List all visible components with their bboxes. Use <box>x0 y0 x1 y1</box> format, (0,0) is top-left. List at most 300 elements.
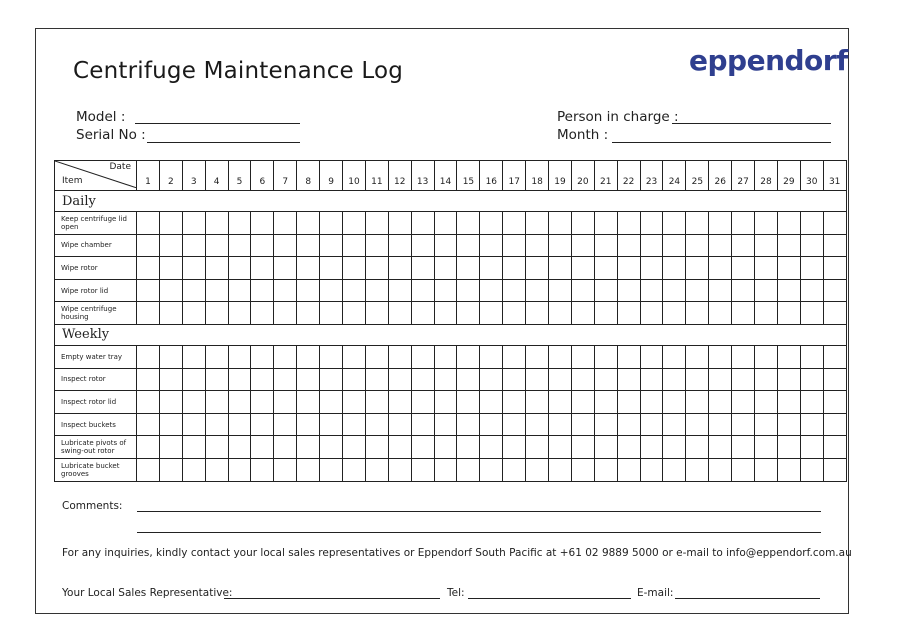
check-cell[interactable] <box>663 212 686 235</box>
check-cell[interactable] <box>320 302 343 325</box>
check-cell[interactable] <box>686 257 709 280</box>
check-cell[interactable] <box>365 212 388 235</box>
check-cell[interactable] <box>274 391 297 414</box>
check-cell[interactable] <box>274 257 297 280</box>
check-cell[interactable] <box>137 413 160 436</box>
check-cell[interactable] <box>205 391 228 414</box>
check-cell[interactable] <box>137 368 160 391</box>
check-cell[interactable] <box>617 436 640 459</box>
check-cell[interactable] <box>159 257 182 280</box>
check-cell[interactable] <box>480 368 503 391</box>
check-cell[interactable] <box>205 212 228 235</box>
check-cell[interactable] <box>411 302 434 325</box>
check-cell[interactable] <box>251 302 274 325</box>
check-cell[interactable] <box>709 234 732 257</box>
check-cell[interactable] <box>594 368 617 391</box>
check-cell[interactable] <box>823 257 846 280</box>
check-cell[interactable] <box>434 257 457 280</box>
check-cell[interactable] <box>137 345 160 368</box>
check-cell[interactable] <box>457 436 480 459</box>
check-cell[interactable] <box>365 368 388 391</box>
check-cell[interactable] <box>777 279 800 302</box>
check-cell[interactable] <box>823 368 846 391</box>
check-cell[interactable] <box>823 302 846 325</box>
check-cell[interactable] <box>251 458 274 481</box>
check-cell[interactable] <box>640 345 663 368</box>
check-cell[interactable] <box>365 345 388 368</box>
check-cell[interactable] <box>640 302 663 325</box>
check-cell[interactable] <box>320 458 343 481</box>
check-cell[interactable] <box>732 302 755 325</box>
check-cell[interactable] <box>503 458 526 481</box>
check-cell[interactable] <box>777 234 800 257</box>
check-cell[interactable] <box>823 212 846 235</box>
check-cell[interactable] <box>709 368 732 391</box>
check-cell[interactable] <box>411 279 434 302</box>
check-cell[interactable] <box>274 413 297 436</box>
check-cell[interactable] <box>526 413 549 436</box>
comments-line-2[interactable] <box>137 532 821 533</box>
check-cell[interactable] <box>182 413 205 436</box>
check-cell[interactable] <box>823 413 846 436</box>
check-cell[interactable] <box>732 458 755 481</box>
check-cell[interactable] <box>594 345 617 368</box>
check-cell[interactable] <box>571 234 594 257</box>
check-cell[interactable] <box>274 345 297 368</box>
check-cell[interactable] <box>594 391 617 414</box>
check-cell[interactable] <box>457 345 480 368</box>
check-cell[interactable] <box>457 257 480 280</box>
check-cell[interactable] <box>297 234 320 257</box>
check-cell[interactable] <box>800 436 823 459</box>
tel-field[interactable] <box>468 598 631 599</box>
check-cell[interactable] <box>755 302 778 325</box>
check-cell[interactable] <box>686 212 709 235</box>
check-cell[interactable] <box>709 458 732 481</box>
check-cell[interactable] <box>732 257 755 280</box>
check-cell[interactable] <box>640 458 663 481</box>
check-cell[interactable] <box>182 345 205 368</box>
check-cell[interactable] <box>251 413 274 436</box>
check-cell[interactable] <box>777 368 800 391</box>
check-cell[interactable] <box>617 391 640 414</box>
check-cell[interactable] <box>182 257 205 280</box>
check-cell[interactable] <box>434 302 457 325</box>
check-cell[interactable] <box>640 413 663 436</box>
check-cell[interactable] <box>594 279 617 302</box>
check-cell[interactable] <box>526 279 549 302</box>
check-cell[interactable] <box>823 436 846 459</box>
check-cell[interactable] <box>594 413 617 436</box>
check-cell[interactable] <box>251 436 274 459</box>
check-cell[interactable] <box>526 234 549 257</box>
check-cell[interactable] <box>228 391 251 414</box>
check-cell[interactable] <box>594 302 617 325</box>
check-cell[interactable] <box>640 391 663 414</box>
check-cell[interactable] <box>274 368 297 391</box>
check-cell[interactable] <box>320 212 343 235</box>
check-cell[interactable] <box>411 391 434 414</box>
check-cell[interactable] <box>182 391 205 414</box>
check-cell[interactable] <box>228 436 251 459</box>
check-cell[interactable] <box>182 234 205 257</box>
check-cell[interactable] <box>777 345 800 368</box>
check-cell[interactable] <box>663 257 686 280</box>
check-cell[interactable] <box>434 413 457 436</box>
check-cell[interactable] <box>457 279 480 302</box>
check-cell[interactable] <box>709 345 732 368</box>
check-cell[interactable] <box>297 458 320 481</box>
check-cell[interactable] <box>388 345 411 368</box>
check-cell[interactable] <box>571 212 594 235</box>
check-cell[interactable] <box>274 234 297 257</box>
check-cell[interactable] <box>663 345 686 368</box>
check-cell[interactable] <box>480 212 503 235</box>
check-cell[interactable] <box>755 368 778 391</box>
check-cell[interactable] <box>159 368 182 391</box>
check-cell[interactable] <box>594 436 617 459</box>
rep-field[interactable] <box>224 598 440 599</box>
check-cell[interactable] <box>800 391 823 414</box>
check-cell[interactable] <box>320 436 343 459</box>
check-cell[interactable] <box>640 279 663 302</box>
check-cell[interactable] <box>732 413 755 436</box>
check-cell[interactable] <box>457 458 480 481</box>
check-cell[interactable] <box>480 234 503 257</box>
check-cell[interactable] <box>640 257 663 280</box>
check-cell[interactable] <box>182 212 205 235</box>
check-cell[interactable] <box>549 391 572 414</box>
check-cell[interactable] <box>411 413 434 436</box>
check-cell[interactable] <box>663 302 686 325</box>
check-cell[interactable] <box>434 368 457 391</box>
check-cell[interactable] <box>686 234 709 257</box>
check-cell[interactable] <box>686 368 709 391</box>
check-cell[interactable] <box>755 458 778 481</box>
check-cell[interactable] <box>571 257 594 280</box>
check-cell[interactable] <box>526 212 549 235</box>
check-cell[interactable] <box>823 234 846 257</box>
check-cell[interactable] <box>480 436 503 459</box>
comments-line-1[interactable] <box>137 511 821 512</box>
check-cell[interactable] <box>709 279 732 302</box>
check-cell[interactable] <box>617 302 640 325</box>
check-cell[interactable] <box>800 458 823 481</box>
check-cell[interactable] <box>457 234 480 257</box>
check-cell[interactable] <box>777 302 800 325</box>
check-cell[interactable] <box>732 436 755 459</box>
check-cell[interactable] <box>251 345 274 368</box>
check-cell[interactable] <box>549 302 572 325</box>
check-cell[interactable] <box>571 436 594 459</box>
check-cell[interactable] <box>503 257 526 280</box>
check-cell[interactable] <box>251 212 274 235</box>
check-cell[interactable] <box>251 234 274 257</box>
check-cell[interactable] <box>686 458 709 481</box>
check-cell[interactable] <box>571 279 594 302</box>
check-cell[interactable] <box>800 257 823 280</box>
check-cell[interactable] <box>411 368 434 391</box>
check-cell[interactable] <box>205 302 228 325</box>
check-cell[interactable] <box>205 234 228 257</box>
check-cell[interactable] <box>640 212 663 235</box>
check-cell[interactable] <box>549 368 572 391</box>
check-cell[interactable] <box>320 257 343 280</box>
check-cell[interactable] <box>457 302 480 325</box>
check-cell[interactable] <box>343 413 366 436</box>
check-cell[interactable] <box>480 345 503 368</box>
check-cell[interactable] <box>526 458 549 481</box>
check-cell[interactable] <box>343 368 366 391</box>
check-cell[interactable] <box>549 212 572 235</box>
check-cell[interactable] <box>549 413 572 436</box>
check-cell[interactable] <box>755 391 778 414</box>
check-cell[interactable] <box>686 436 709 459</box>
check-cell[interactable] <box>297 391 320 414</box>
check-cell[interactable] <box>205 436 228 459</box>
check-cell[interactable] <box>732 212 755 235</box>
check-cell[interactable] <box>343 391 366 414</box>
check-cell[interactable] <box>800 368 823 391</box>
check-cell[interactable] <box>343 257 366 280</box>
check-cell[interactable] <box>159 436 182 459</box>
check-cell[interactable] <box>709 413 732 436</box>
check-cell[interactable] <box>365 458 388 481</box>
check-cell[interactable] <box>526 436 549 459</box>
check-cell[interactable] <box>571 368 594 391</box>
check-cell[interactable] <box>297 436 320 459</box>
check-cell[interactable] <box>182 436 205 459</box>
check-cell[interactable] <box>159 458 182 481</box>
check-cell[interactable] <box>365 436 388 459</box>
check-cell[interactable] <box>388 234 411 257</box>
check-cell[interactable] <box>365 413 388 436</box>
check-cell[interactable] <box>617 458 640 481</box>
check-cell[interactable] <box>343 234 366 257</box>
check-cell[interactable] <box>686 279 709 302</box>
check-cell[interactable] <box>549 234 572 257</box>
check-cell[interactable] <box>343 302 366 325</box>
check-cell[interactable] <box>457 391 480 414</box>
check-cell[interactable] <box>640 436 663 459</box>
check-cell[interactable] <box>182 302 205 325</box>
person-field[interactable] <box>672 123 831 124</box>
check-cell[interactable] <box>205 279 228 302</box>
check-cell[interactable] <box>571 391 594 414</box>
check-cell[interactable] <box>480 279 503 302</box>
check-cell[interactable] <box>755 436 778 459</box>
check-cell[interactable] <box>457 212 480 235</box>
check-cell[interactable] <box>137 257 160 280</box>
check-cell[interactable] <box>205 257 228 280</box>
check-cell[interactable] <box>297 302 320 325</box>
check-cell[interactable] <box>617 212 640 235</box>
check-cell[interactable] <box>480 391 503 414</box>
check-cell[interactable] <box>663 368 686 391</box>
check-cell[interactable] <box>594 458 617 481</box>
check-cell[interactable] <box>274 279 297 302</box>
check-cell[interactable] <box>388 458 411 481</box>
check-cell[interactable] <box>709 257 732 280</box>
check-cell[interactable] <box>617 345 640 368</box>
check-cell[interactable] <box>526 391 549 414</box>
check-cell[interactable] <box>755 413 778 436</box>
check-cell[interactable] <box>594 257 617 280</box>
check-cell[interactable] <box>228 257 251 280</box>
check-cell[interactable] <box>137 234 160 257</box>
check-cell[interactable] <box>297 257 320 280</box>
check-cell[interactable] <box>274 212 297 235</box>
check-cell[interactable] <box>457 368 480 391</box>
check-cell[interactable] <box>755 234 778 257</box>
check-cell[interactable] <box>205 368 228 391</box>
check-cell[interactable] <box>343 345 366 368</box>
check-cell[interactable] <box>297 413 320 436</box>
check-cell[interactable] <box>663 234 686 257</box>
check-cell[interactable] <box>320 391 343 414</box>
check-cell[interactable] <box>732 234 755 257</box>
check-cell[interactable] <box>137 458 160 481</box>
check-cell[interactable] <box>686 302 709 325</box>
check-cell[interactable] <box>480 302 503 325</box>
check-cell[interactable] <box>205 458 228 481</box>
check-cell[interactable] <box>343 458 366 481</box>
month-field[interactable] <box>612 142 831 143</box>
check-cell[interactable] <box>205 345 228 368</box>
check-cell[interactable] <box>549 345 572 368</box>
check-cell[interactable] <box>320 413 343 436</box>
check-cell[interactable] <box>663 458 686 481</box>
check-cell[interactable] <box>320 234 343 257</box>
check-cell[interactable] <box>365 234 388 257</box>
check-cell[interactable] <box>800 212 823 235</box>
check-cell[interactable] <box>137 436 160 459</box>
check-cell[interactable] <box>709 391 732 414</box>
check-cell[interactable] <box>571 302 594 325</box>
check-cell[interactable] <box>388 436 411 459</box>
check-cell[interactable] <box>800 345 823 368</box>
check-cell[interactable] <box>800 302 823 325</box>
check-cell[interactable] <box>823 279 846 302</box>
check-cell[interactable] <box>320 279 343 302</box>
check-cell[interactable] <box>411 345 434 368</box>
check-cell[interactable] <box>526 302 549 325</box>
check-cell[interactable] <box>228 345 251 368</box>
check-cell[interactable] <box>411 458 434 481</box>
check-cell[interactable] <box>480 458 503 481</box>
check-cell[interactable] <box>617 257 640 280</box>
check-cell[interactable] <box>388 279 411 302</box>
check-cell[interactable] <box>777 391 800 414</box>
check-cell[interactable] <box>709 212 732 235</box>
check-cell[interactable] <box>228 368 251 391</box>
check-cell[interactable] <box>503 345 526 368</box>
check-cell[interactable] <box>777 212 800 235</box>
check-cell[interactable] <box>274 458 297 481</box>
check-cell[interactable] <box>320 345 343 368</box>
check-cell[interactable] <box>434 458 457 481</box>
check-cell[interactable] <box>388 368 411 391</box>
check-cell[interactable] <box>571 413 594 436</box>
check-cell[interactable] <box>365 302 388 325</box>
check-cell[interactable] <box>365 391 388 414</box>
check-cell[interactable] <box>411 212 434 235</box>
check-cell[interactable] <box>297 279 320 302</box>
check-cell[interactable] <box>274 302 297 325</box>
check-cell[interactable] <box>663 279 686 302</box>
check-cell[interactable] <box>480 413 503 436</box>
check-cell[interactable] <box>434 279 457 302</box>
check-cell[interactable] <box>343 212 366 235</box>
check-cell[interactable] <box>251 279 274 302</box>
check-cell[interactable] <box>411 257 434 280</box>
check-cell[interactable] <box>617 279 640 302</box>
check-cell[interactable] <box>755 212 778 235</box>
check-cell[interactable] <box>503 234 526 257</box>
check-cell[interactable] <box>709 302 732 325</box>
check-cell[interactable] <box>823 345 846 368</box>
check-cell[interactable] <box>159 391 182 414</box>
check-cell[interactable] <box>251 368 274 391</box>
check-cell[interactable] <box>823 391 846 414</box>
check-cell[interactable] <box>526 345 549 368</box>
check-cell[interactable] <box>251 391 274 414</box>
check-cell[interactable] <box>594 212 617 235</box>
check-cell[interactable] <box>411 234 434 257</box>
check-cell[interactable] <box>800 413 823 436</box>
check-cell[interactable] <box>755 345 778 368</box>
check-cell[interactable] <box>159 413 182 436</box>
check-cell[interactable] <box>503 212 526 235</box>
check-cell[interactable] <box>434 234 457 257</box>
check-cell[interactable] <box>549 279 572 302</box>
check-cell[interactable] <box>777 458 800 481</box>
check-cell[interactable] <box>228 234 251 257</box>
check-cell[interactable] <box>434 436 457 459</box>
check-cell[interactable] <box>777 436 800 459</box>
check-cell[interactable] <box>343 436 366 459</box>
check-cell[interactable] <box>297 345 320 368</box>
check-cell[interactable] <box>663 391 686 414</box>
check-cell[interactable] <box>549 436 572 459</box>
check-cell[interactable] <box>388 413 411 436</box>
check-cell[interactable] <box>777 413 800 436</box>
check-cell[interactable] <box>571 458 594 481</box>
check-cell[interactable] <box>732 279 755 302</box>
check-cell[interactable] <box>617 368 640 391</box>
check-cell[interactable] <box>411 436 434 459</box>
check-cell[interactable] <box>571 345 594 368</box>
check-cell[interactable] <box>526 368 549 391</box>
check-cell[interactable] <box>159 212 182 235</box>
check-cell[interactable] <box>434 391 457 414</box>
check-cell[interactable] <box>159 234 182 257</box>
check-cell[interactable] <box>251 257 274 280</box>
check-cell[interactable] <box>480 257 503 280</box>
serial-field[interactable] <box>147 142 300 143</box>
check-cell[interactable] <box>228 302 251 325</box>
check-cell[interactable] <box>388 391 411 414</box>
check-cell[interactable] <box>800 279 823 302</box>
check-cell[interactable] <box>686 345 709 368</box>
check-cell[interactable] <box>388 302 411 325</box>
check-cell[interactable] <box>732 345 755 368</box>
check-cell[interactable] <box>503 279 526 302</box>
check-cell[interactable] <box>663 436 686 459</box>
check-cell[interactable] <box>594 234 617 257</box>
check-cell[interactable] <box>274 436 297 459</box>
check-cell[interactable] <box>228 212 251 235</box>
